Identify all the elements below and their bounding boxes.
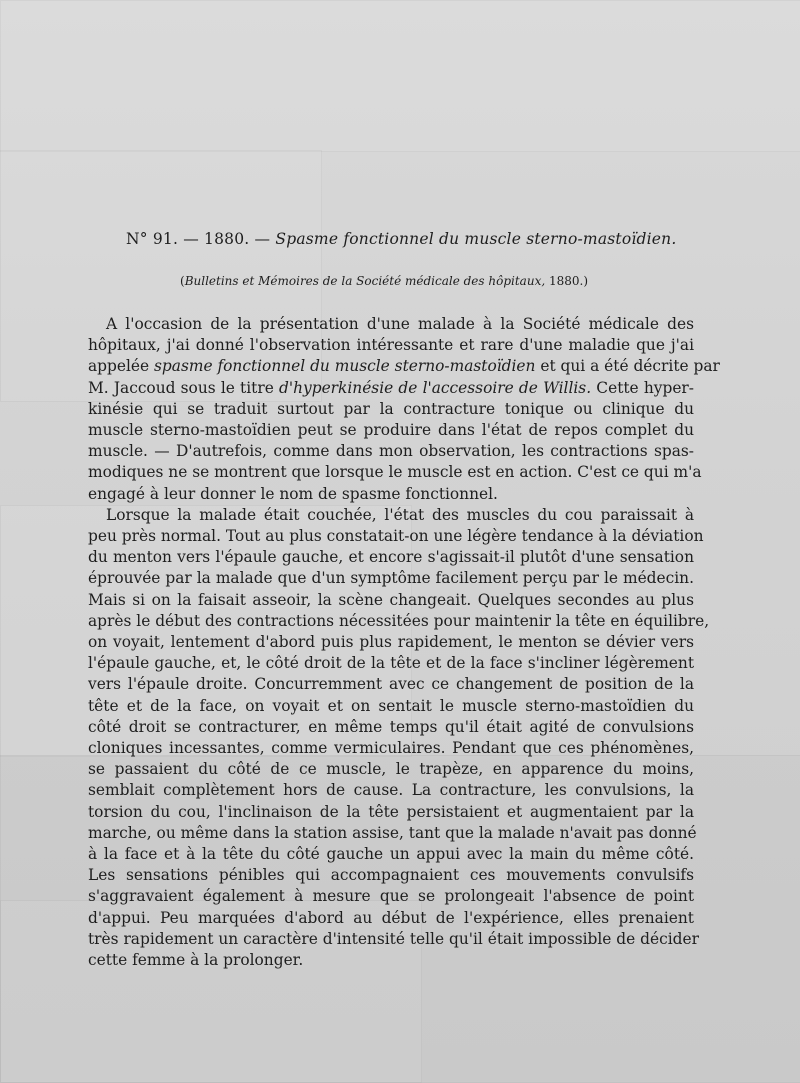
italic-segment: d'hyperkinésie de l'accessoire de Willis.	[279, 378, 592, 397]
text-line: du menton vers l'épaule gauche, et encore s'agissait-il plutôt d'une sensation	[88, 548, 694, 567]
text-line	[88, 378, 694, 399]
entry-title: Spasme fonctionnel du muscle sterno-mastoïdien.	[275, 230, 677, 248]
text-segment: Cette hyper-	[591, 378, 694, 397]
text-line: Lorsque la malade était couchée, l'état des muscles du cou paraissait à	[106, 505, 694, 524]
text-line: l'épaule gauche, et, le côté droit de la tête et de la face s'incliner légèrement	[88, 654, 694, 673]
text-segment: et qui a été décrite par	[535, 357, 720, 376]
text-line: torsion du cou, l'inclinaison de la tête persistaient et augmentaient par la	[88, 802, 694, 821]
text-line: modiques ne se montrent que lorsque le muscle est en action. C'est ce qui m'a	[88, 463, 702, 482]
text-line: cette femme à la prolonger.	[88, 951, 304, 970]
text-line: A l'occasion de la présentation d'une malade à la Société médicale des	[106, 315, 694, 333]
text-line: côté droit se contracturer, en même temps qu'il était agité de convulsions	[88, 717, 694, 736]
text-line: s'aggravaient également à mesure que se prolongeait l'absence de point	[88, 887, 694, 906]
text-line: semblait complètement hors de cause. La contracture, les convulsions, la	[88, 781, 694, 800]
text-segment: M. Jaccoud sous le titre	[88, 378, 280, 397]
text-line	[88, 356, 720, 377]
body-text	[88, 314, 720, 971]
italic-segment: spasme fonctionnel du muscle sterno-mastoïdien	[154, 357, 536, 376]
source-journal: Bulletins et Mémoires de la Société médicale des hôpitaux,	[184, 274, 546, 288]
text-line: très rapidement un caractère d'intensité telle qu'il était impossible de décider	[88, 929, 699, 948]
source-open: (	[180, 274, 185, 288]
text-line: Mais si on la faisait asseoir, la scène changeait. Quelques secondes au plus	[88, 590, 694, 609]
paper-patch	[0, 0, 800, 152]
text-line: on voyait, lentement d'abord puis plus rapidement, le menton se dévier vers	[88, 633, 694, 652]
paragraph-1	[88, 314, 720, 505]
text-line: cloniques incessantes, comme vermiculaires. Pendant que ces phénomènes,	[88, 739, 694, 758]
text-line: muscle sterno-mastoïdien peut se produire dans l'état de repos complet du	[88, 421, 694, 440]
source-citation	[180, 274, 640, 288]
text-line: à la face et à la tête du côté gauche un appui avec la main du même côté.	[88, 845, 694, 864]
text-line: peu près normal. Tout au plus constatait-on une légère tendance à la déviation	[88, 527, 704, 546]
source-year: 1880.)	[545, 274, 589, 288]
text-line: kinésie qui se traduit surtout par la contracture tonique ou clinique du	[88, 399, 694, 418]
text-line: Les sensations pénibles qui accompagnaient ces mouvements convulsifs	[88, 866, 694, 885]
text-line: engagé à leur donner le nom de spasme fonctionnel.	[88, 484, 498, 503]
text-line: tête et de la face, on voyait et on sentait le muscle sterno-mastoïdien du	[88, 696, 694, 715]
text-line: muscle. — D'autrefois, comme dans mon observation, les contractions spas-	[88, 442, 694, 461]
text-line: vers l'épaule droite. Concurremment avec ce changement de position de la	[88, 675, 694, 694]
text-line: se passaient du côté de ce muscle, le trapèze, en apparence du moins,	[88, 760, 694, 779]
paragraph-2	[88, 505, 710, 971]
entry-heading	[126, 230, 686, 248]
text-line: éprouvée par la malade que d'un symptôme facilement perçu par le médecin.	[88, 569, 694, 588]
text-line: après le début des contractions nécessitées pour maintenir la tête en équilibre,	[88, 611, 710, 630]
text-line: marche, ou même dans la station assise, tant que la malade n'avait pas donné	[88, 823, 697, 842]
text-line: d'appui. Peu marquées d'abord au début de l'expérience, elles prenaient	[88, 908, 694, 927]
text-line: hôpitaux, j'ai donné l'observation intéressante et rare d'une maladie que j'ai	[88, 336, 694, 355]
entry-number: N° 91. — 1880. —	[126, 230, 271, 248]
text-segment: appelée	[88, 357, 155, 376]
